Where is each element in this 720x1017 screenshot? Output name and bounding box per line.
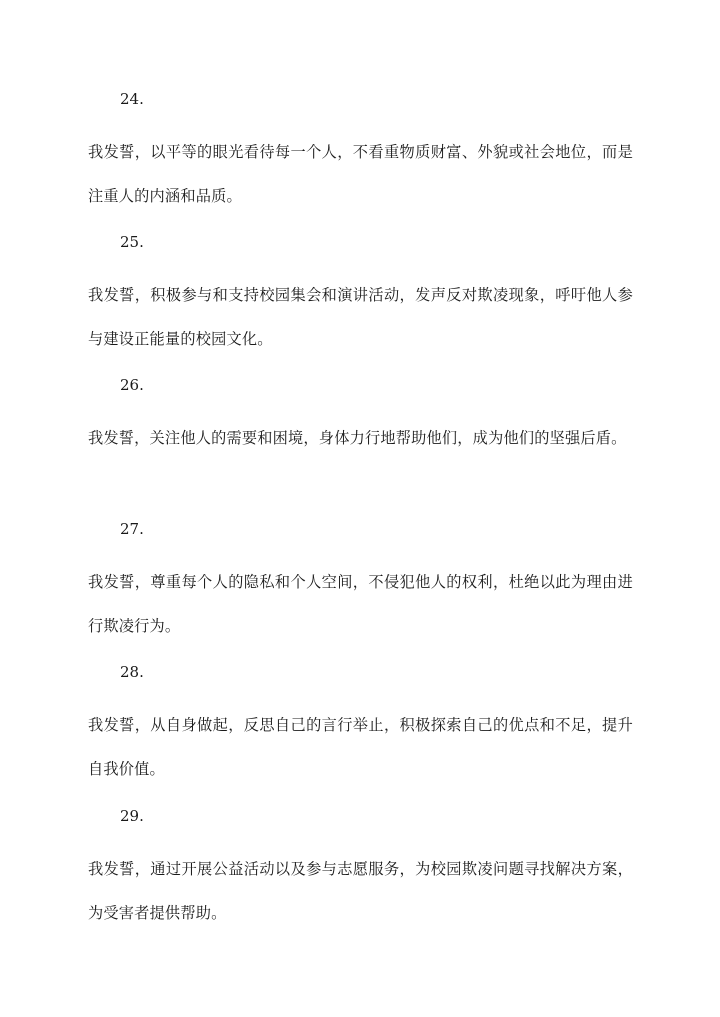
item-text: 我发誓，从自身做起，反思自己的言行举止，积极探索自己的优点和不足，提升自我价值。 <box>88 716 633 778</box>
item-text: 我发誓，以平等的眼光看待每一个人，不看重物质财富、外貌或社会地位，而是注重人的内涵和品质。 <box>88 143 633 205</box>
oath-item-29 <box>88 806 633 935</box>
oath-item-24 <box>88 89 633 218</box>
item-number: 29. <box>120 807 144 825</box>
item-text: 我发誓，关注他人的需要和困境，身体力行地帮助他们，成为他们的坚强后盾。 <box>88 429 627 447</box>
item-number: 24. <box>120 90 144 108</box>
item-number: 28. <box>120 663 144 681</box>
item-text: 我发誓，尊重每个人的隐私和个人空间，不侵犯他人的权利，杜绝以此为理由进行欺凌行为。 <box>88 573 633 635</box>
oath-item-27 <box>88 519 633 648</box>
item-text: 我发誓，积极参与和支持校园集会和演讲活动，发声反对欺凌现象，呼吁他人参与建设正能量的校园文化。 <box>88 286 633 348</box>
oath-item-25 <box>88 232 633 361</box>
item-number: 27. <box>120 520 144 538</box>
item-number: 26. <box>120 376 144 394</box>
oath-item-28 <box>88 662 633 791</box>
item-text: 我发誓，通过开展公益活动以及参与志愿服务，为校园欺凌问题寻找解决方案，为受害者提供帮助。 <box>88 860 633 922</box>
item-number: 25. <box>120 233 144 251</box>
oath-item-26 <box>88 375 633 460</box>
